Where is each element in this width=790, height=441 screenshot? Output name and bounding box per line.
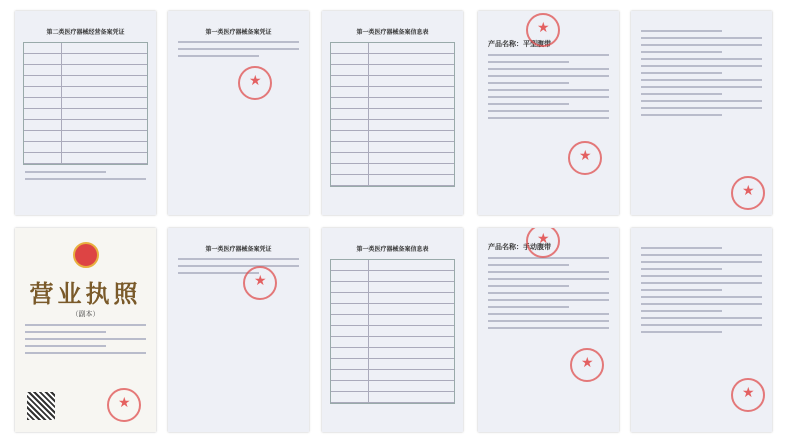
document-product-spec-2 (478, 228, 619, 432)
seal-icon (570, 348, 604, 382)
document-filing-certificate-2 (168, 228, 309, 432)
seal-icon (731, 378, 765, 412)
product-name: 产品名称：平型腹带 (488, 40, 551, 48)
document-filing-info-table (322, 11, 463, 215)
doc-title: 第一类医疗器械备案信息表 (356, 246, 429, 253)
document-spec-page-2 (631, 228, 772, 432)
doc-title: 第一类医疗器械备案凭证 (205, 246, 272, 253)
license-title: 营业执照 (29, 279, 142, 308)
license-subtitle: （副本） (71, 310, 100, 318)
document-business-license (15, 228, 156, 432)
doc-table (330, 42, 455, 187)
seal-icon (526, 13, 560, 47)
product-name: 产品名称：手动腹带 (488, 243, 551, 251)
seal-icon (107, 388, 141, 422)
seal-icon (238, 66, 272, 100)
seal-icon (526, 228, 560, 258)
document-business-filing-certificate (15, 11, 156, 215)
document-product-spec (478, 11, 619, 215)
national-emblem-icon (73, 242, 99, 268)
seal-icon (243, 266, 277, 300)
qr-code (27, 392, 55, 420)
doc-table (23, 42, 148, 165)
document-spec-page (631, 11, 772, 215)
document-filing-info-table-2 (322, 228, 463, 432)
seal-icon (568, 141, 602, 175)
seal-icon (731, 176, 765, 210)
document-filing-certificate (168, 11, 309, 215)
doc-title: 第一类医疗器械备案信息表 (356, 29, 429, 36)
doc-title: 第一类医疗器械备案凭证 (205, 29, 272, 36)
doc-table (330, 259, 455, 404)
doc-title: 第二类医疗器械经营备案凭证 (46, 29, 125, 36)
